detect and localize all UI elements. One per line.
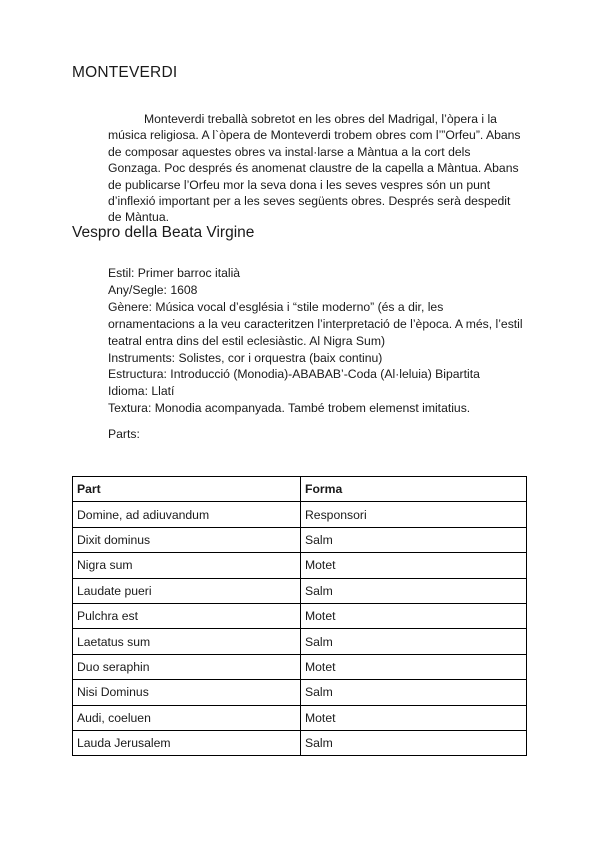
table-row	[73, 502, 527, 527]
cell-part: Dixit dominus	[73, 527, 301, 552]
cell-part: Nigra sum	[73, 553, 301, 578]
cell-forma: Motet	[301, 654, 527, 679]
cell-forma: Motet	[301, 603, 527, 628]
cell-forma: Salm	[301, 527, 527, 552]
parts-label: Parts:	[108, 427, 140, 441]
cell-forma: Salm	[301, 578, 527, 603]
table-row	[73, 680, 527, 705]
meta-instruments: Instruments: Solistes, cor i orquestra (baix continu)	[108, 350, 383, 365]
header-forma: Forma	[301, 477, 527, 502]
cell-forma: Salm	[301, 629, 527, 654]
meta-style: Estil: Primer barroc italià	[108, 266, 241, 280]
meta-year: Any/Segle: 1608	[108, 282, 198, 297]
cell-forma: Responsori	[301, 502, 527, 527]
meta-genre: Gènere: Música vocal d’església i “stile moderno” (és a dir, les ornamentacions a la veu caracteritzen l’interpretació de l’època. A més, l’estil teatral entra dins del estil eclesiàstic. Al Nigra Sum)	[108, 299, 523, 348]
cell-forma: Salm	[301, 730, 527, 755]
table-row	[73, 629, 527, 654]
work-metadata-list	[108, 265, 526, 417]
table-row	[73, 527, 527, 552]
cell-forma: Motet	[301, 705, 527, 730]
table-row	[73, 578, 527, 603]
intro-paragraph: Monteverdi treballà sobretot en les obres del Madrigal, l’òpera i la música religiosa. A l`òpera de Monteverdi trobem obres com l’”Orfeu”. Abans de composar aquestes obres va instal·larse a Màntua a la cort dels Gonzaga. Poc després és anomenat claustre de la capella a Màntua. Abans de publicarse l’Orfeu mor la seva dona i les seves vespres són un punt d’inflexió important per a les seves següents obres. Després serà despedit de Màntua.	[108, 112, 521, 225]
meta-texture: Textura: Monodia acompanyada. També trobem elemenst imitatius.	[108, 401, 471, 416]
table-row	[73, 603, 527, 628]
cell-forma: Motet	[301, 553, 527, 578]
cell-part: Nisi Dominus	[73, 680, 301, 705]
cell-part: Duo seraphin	[73, 654, 301, 679]
table-row	[73, 730, 527, 755]
meta-structure: Estructura: Introducció (Monodia)-ABABAB’-Coda (Al·leluia) Bipartita	[108, 367, 480, 382]
table-row	[73, 553, 527, 578]
cell-forma: Salm	[301, 680, 527, 705]
cell-part: Audi, coeluen	[73, 705, 301, 730]
header-part: Part	[73, 477, 301, 502]
table-row	[73, 654, 527, 679]
section-subtitle: Vespro della Beata Virgine	[72, 224, 255, 241]
document-title: MONTEVERDI	[72, 64, 178, 81]
table-row	[73, 705, 527, 730]
cell-part: Pulchra est	[73, 603, 301, 628]
cell-part: Lauda Jerusalem	[73, 730, 301, 755]
parts-table	[72, 476, 527, 756]
meta-language: Idioma: Llatí	[108, 384, 175, 399]
cell-part: Domine, ad adiuvandum	[73, 502, 301, 527]
cell-part: Laetatus sum	[73, 629, 301, 654]
table-header-row	[73, 477, 527, 502]
cell-part: Laudate pueri	[73, 578, 301, 603]
